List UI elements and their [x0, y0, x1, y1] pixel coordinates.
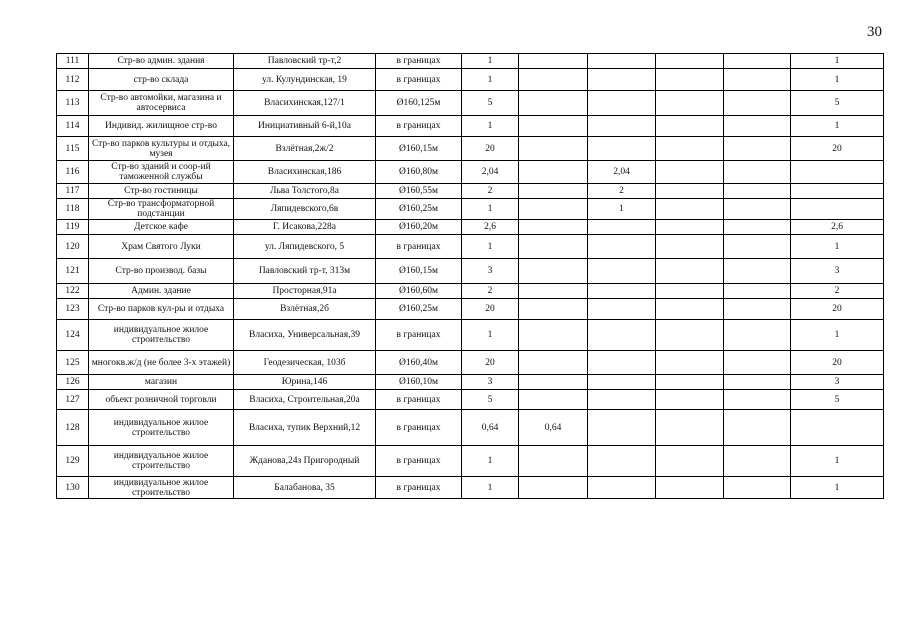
cell-dist: Ø160,15м — [376, 137, 462, 161]
cell-address: ул. Кулундинская, 19 — [234, 69, 376, 91]
cell-dist: в границах — [376, 410, 462, 446]
cell-address: Власиха, Строительная,20а — [234, 390, 376, 410]
cell-c6: 2 — [791, 284, 884, 299]
cell-c5 — [724, 161, 791, 184]
table-body — [57, 54, 884, 499]
cell-name: Стр-во парков культуры и отдыха, музея — [89, 137, 234, 161]
cell-c1: 5 — [462, 91, 519, 116]
data-table — [56, 53, 884, 499]
cell-address: Инициативный 6-й,10а — [234, 116, 376, 137]
cell-c6: 5 — [791, 91, 884, 116]
cell-address: Взлётная,2б — [234, 299, 376, 320]
cell-c5 — [724, 299, 791, 320]
cell-c2 — [519, 91, 588, 116]
cell-c4 — [656, 161, 724, 184]
cell-c1: 1 — [462, 446, 519, 477]
cell-c2 — [519, 259, 588, 284]
table-row — [57, 220, 884, 235]
cell-c4 — [656, 137, 724, 161]
cell-c6: 20 — [791, 351, 884, 375]
cell-c4 — [656, 284, 724, 299]
table-row — [57, 477, 884, 499]
table-row — [57, 199, 884, 220]
cell-name: индивидуальное жилое строительство — [89, 446, 234, 477]
cell-address: Жданова,24з Пригородный — [234, 446, 376, 477]
cell-c4 — [656, 116, 724, 137]
cell-no: 122 — [57, 284, 89, 299]
cell-c2 — [519, 116, 588, 137]
table-row — [57, 375, 884, 390]
cell-c3 — [588, 116, 656, 137]
cell-dist: Ø160,55м — [376, 184, 462, 199]
cell-c2 — [519, 446, 588, 477]
cell-c3 — [588, 91, 656, 116]
cell-c5 — [724, 259, 791, 284]
cell-c5 — [724, 320, 791, 351]
cell-name: Стр-во гостиницы — [89, 184, 234, 199]
cell-c3: 2,04 — [588, 161, 656, 184]
cell-name: стр-во склада — [89, 69, 234, 91]
cell-c1: 2,04 — [462, 161, 519, 184]
cell-address: Ляпидевского,6в — [234, 199, 376, 220]
page-number: 30 — [867, 24, 882, 40]
cell-no: 117 — [57, 184, 89, 199]
cell-dist: в границах — [376, 477, 462, 499]
cell-c5 — [724, 351, 791, 375]
cell-c4 — [656, 351, 724, 375]
cell-name: Стр-во трансформаторной подстанции — [89, 199, 234, 220]
cell-no: 112 — [57, 69, 89, 91]
cell-c2 — [519, 320, 588, 351]
cell-c3 — [588, 390, 656, 410]
table-row — [57, 137, 884, 161]
cell-c1: 3 — [462, 259, 519, 284]
cell-no: 118 — [57, 199, 89, 220]
cell-c2 — [519, 390, 588, 410]
cell-c6: 3 — [791, 375, 884, 390]
cell-c1: 1 — [462, 199, 519, 220]
cell-name: индивидуальное жилое строительство — [89, 320, 234, 351]
cell-c5 — [724, 477, 791, 499]
table-row — [57, 320, 884, 351]
cell-c1: 0,64 — [462, 410, 519, 446]
cell-no: 114 — [57, 116, 89, 137]
cell-address: Льва Толстого,8а — [234, 184, 376, 199]
cell-c5 — [724, 54, 791, 69]
cell-c4 — [656, 446, 724, 477]
cell-name: Храм Святого Луки — [89, 235, 234, 259]
table-row — [57, 69, 884, 91]
cell-c4 — [656, 54, 724, 69]
cell-name: Индивид. жилищное стр-во — [89, 116, 234, 137]
cell-c3 — [588, 259, 656, 284]
cell-name: магазин — [89, 375, 234, 390]
cell-c1: 1 — [462, 477, 519, 499]
cell-c5 — [724, 69, 791, 91]
cell-c1: 1 — [462, 69, 519, 91]
cell-c3 — [588, 69, 656, 91]
table-row — [57, 91, 884, 116]
cell-c4 — [656, 390, 724, 410]
table-row — [57, 299, 884, 320]
cell-c3 — [588, 54, 656, 69]
cell-address: Взлётная,2ж/2 — [234, 137, 376, 161]
cell-no: 113 — [57, 91, 89, 116]
cell-name: Админ. здание — [89, 284, 234, 299]
table-row — [57, 390, 884, 410]
cell-no: 128 — [57, 410, 89, 446]
cell-dist: Ø160,125м — [376, 91, 462, 116]
cell-c6: 5 — [791, 390, 884, 410]
cell-c5 — [724, 116, 791, 137]
cell-c5 — [724, 235, 791, 259]
cell-c2 — [519, 54, 588, 69]
cell-c5 — [724, 184, 791, 199]
cell-c6 — [791, 410, 884, 446]
cell-dist: в границах — [376, 390, 462, 410]
cell-c3: 2 — [588, 184, 656, 199]
cell-c1: 2,6 — [462, 220, 519, 235]
cell-c6: 1 — [791, 69, 884, 91]
cell-c4 — [656, 91, 724, 116]
cell-name: многокв.ж/д (не более 3-х этажей) — [89, 351, 234, 375]
cell-dist: Ø160,20м — [376, 220, 462, 235]
cell-dist: в границах — [376, 235, 462, 259]
cell-c3 — [588, 351, 656, 375]
cell-address: Юрина,146 — [234, 375, 376, 390]
table-row — [57, 410, 884, 446]
cell-c4 — [656, 220, 724, 235]
cell-name: Стр-во парков кул-ры и отдыха — [89, 299, 234, 320]
cell-c5 — [724, 446, 791, 477]
cell-address: Власихинская,186 — [234, 161, 376, 184]
cell-c1: 2 — [462, 284, 519, 299]
cell-dist: Ø160,10м — [376, 375, 462, 390]
cell-dist: Ø160,40м — [376, 351, 462, 375]
cell-c6: 2,6 — [791, 220, 884, 235]
cell-c6 — [791, 161, 884, 184]
cell-c3 — [588, 477, 656, 499]
cell-c4 — [656, 235, 724, 259]
cell-no: 111 — [57, 54, 89, 69]
cell-c5 — [724, 284, 791, 299]
cell-c4 — [656, 375, 724, 390]
cell-address: Геодезическая, 103б — [234, 351, 376, 375]
cell-no: 121 — [57, 259, 89, 284]
cell-c6: 1 — [791, 54, 884, 69]
cell-c5 — [724, 220, 791, 235]
cell-address: Власиха, Универсальная,39 — [234, 320, 376, 351]
cell-no: 126 — [57, 375, 89, 390]
cell-no: 124 — [57, 320, 89, 351]
cell-c1: 3 — [462, 375, 519, 390]
cell-c5 — [724, 91, 791, 116]
cell-name: индивидуальное жилое строительство — [89, 477, 234, 499]
cell-c3 — [588, 299, 656, 320]
cell-dist: Ø160,15м — [376, 259, 462, 284]
cell-no: 129 — [57, 446, 89, 477]
table-row — [57, 184, 884, 199]
cell-c4 — [656, 184, 724, 199]
cell-c6: 1 — [791, 446, 884, 477]
cell-c5 — [724, 199, 791, 220]
table-row — [57, 161, 884, 184]
cell-c2 — [519, 299, 588, 320]
cell-dist: в границах — [376, 54, 462, 69]
cell-c4 — [656, 69, 724, 91]
cell-c3 — [588, 446, 656, 477]
cell-name: Стр-во зданий и соор-ий таможенной службы — [89, 161, 234, 184]
cell-c6: 1 — [791, 477, 884, 499]
cell-c2 — [519, 69, 588, 91]
cell-c2 — [519, 284, 588, 299]
cell-address: Просторная,91а — [234, 284, 376, 299]
cell-name: индивидуальное жилое строительство — [89, 410, 234, 446]
cell-c1: 1 — [462, 116, 519, 137]
cell-c4 — [656, 410, 724, 446]
cell-c3: 1 — [588, 199, 656, 220]
cell-c6: 20 — [791, 299, 884, 320]
cell-address: Павловский тр-т,2 — [234, 54, 376, 69]
cell-c5 — [724, 390, 791, 410]
cell-c3 — [588, 220, 656, 235]
cell-no: 123 — [57, 299, 89, 320]
cell-c2 — [519, 235, 588, 259]
cell-no: 116 — [57, 161, 89, 184]
table-row — [57, 446, 884, 477]
cell-address: Г. Исакова,228а — [234, 220, 376, 235]
cell-c2: 0,64 — [519, 410, 588, 446]
cell-c2 — [519, 477, 588, 499]
cell-c4 — [656, 477, 724, 499]
cell-dist: Ø160,25м — [376, 199, 462, 220]
cell-name: Детское кафе — [89, 220, 234, 235]
cell-name: Стр-во админ. здания — [89, 54, 234, 69]
cell-c1: 1 — [462, 54, 519, 69]
cell-c3 — [588, 410, 656, 446]
cell-c1: 5 — [462, 390, 519, 410]
cell-no: 120 — [57, 235, 89, 259]
cell-dist: Ø160,25м — [376, 299, 462, 320]
cell-c6: 20 — [791, 137, 884, 161]
cell-name: Стр-во производ. базы — [89, 259, 234, 284]
cell-dist: Ø160,80м — [376, 161, 462, 184]
table-row — [57, 235, 884, 259]
cell-c6 — [791, 184, 884, 199]
cell-c2 — [519, 199, 588, 220]
cell-c1: 2 — [462, 184, 519, 199]
cell-c2 — [519, 161, 588, 184]
cell-c2 — [519, 137, 588, 161]
cell-address: Власиха, тупик Верхний,12 — [234, 410, 376, 446]
cell-c6 — [791, 199, 884, 220]
table-row — [57, 351, 884, 375]
cell-c5 — [724, 410, 791, 446]
cell-dist: Ø160,60м — [376, 284, 462, 299]
cell-address: Павловский тр-т, 313м — [234, 259, 376, 284]
cell-c1: 1 — [462, 235, 519, 259]
table-row — [57, 259, 884, 284]
cell-c6: 1 — [791, 320, 884, 351]
cell-c6: 3 — [791, 259, 884, 284]
cell-c3 — [588, 320, 656, 351]
cell-name: объект розничной торговли — [89, 390, 234, 410]
cell-address: Балабанова, 35 — [234, 477, 376, 499]
cell-address: Власихинская,127/1 — [234, 91, 376, 116]
cell-c3 — [588, 235, 656, 259]
cell-c3 — [588, 375, 656, 390]
cell-c3 — [588, 284, 656, 299]
cell-no: 125 — [57, 351, 89, 375]
cell-dist: в границах — [376, 116, 462, 137]
cell-c4 — [656, 259, 724, 284]
cell-c2 — [519, 375, 588, 390]
cell-dist: в границах — [376, 320, 462, 351]
cell-c6: 1 — [791, 235, 884, 259]
cell-name: Стр-во автомойки, магазина и автосервиса — [89, 91, 234, 116]
table-row — [57, 116, 884, 137]
cell-no: 115 — [57, 137, 89, 161]
cell-address: ул. Ляпидевского, 5 — [234, 235, 376, 259]
cell-c1: 20 — [462, 299, 519, 320]
cell-no: 130 — [57, 477, 89, 499]
cell-c1: 1 — [462, 320, 519, 351]
cell-c5 — [724, 137, 791, 161]
cell-c6: 1 — [791, 116, 884, 137]
cell-dist: в границах — [376, 446, 462, 477]
cell-c2 — [519, 184, 588, 199]
cell-c5 — [724, 375, 791, 390]
cell-c4 — [656, 320, 724, 351]
table-row — [57, 284, 884, 299]
cell-c1: 20 — [462, 351, 519, 375]
cell-c3 — [588, 137, 656, 161]
cell-c4 — [656, 299, 724, 320]
table-row — [57, 54, 884, 69]
cell-dist: в границах — [376, 69, 462, 91]
cell-no: 127 — [57, 390, 89, 410]
cell-c2 — [519, 220, 588, 235]
cell-c4 — [656, 199, 724, 220]
cell-c1: 20 — [462, 137, 519, 161]
cell-c2 — [519, 351, 588, 375]
cell-no: 119 — [57, 220, 89, 235]
